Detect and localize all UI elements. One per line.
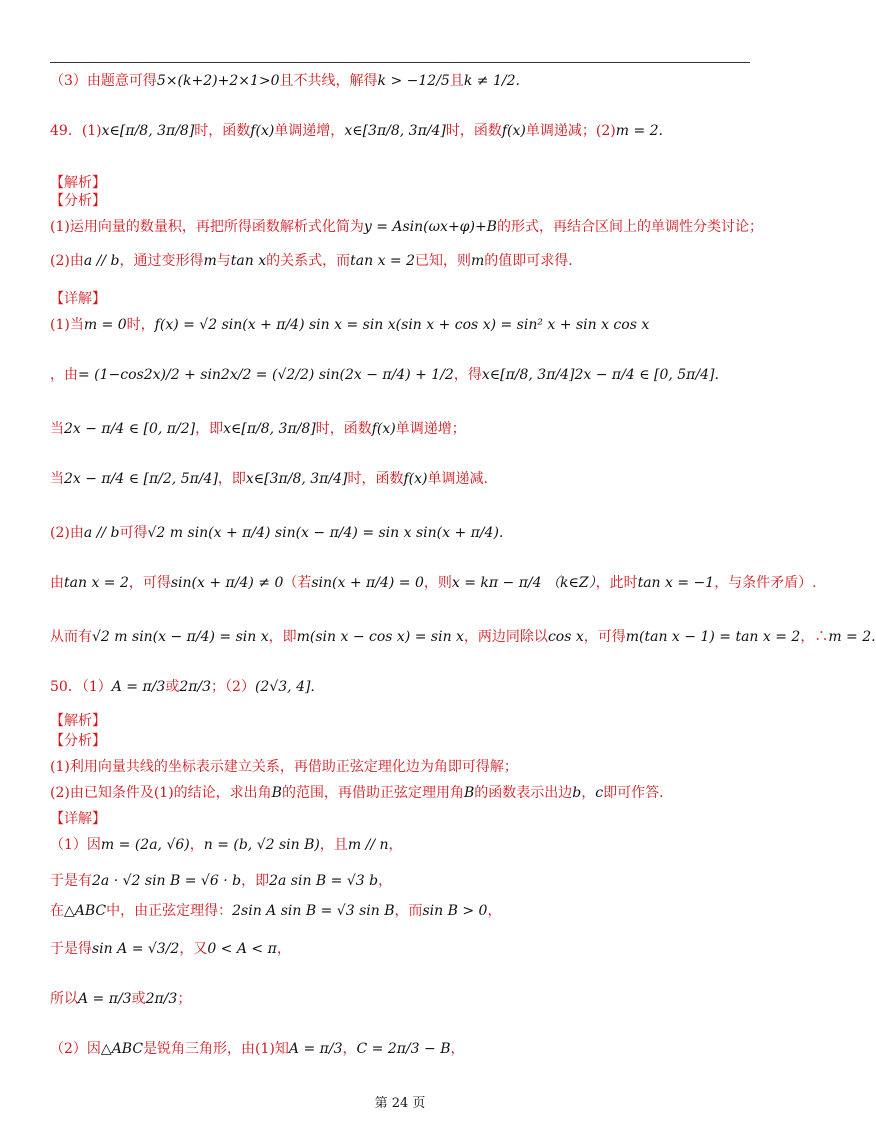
text-line <box>50 574 817 592</box>
text-line <box>50 628 876 646</box>
math-run: 2a sin B = √3 b <box>269 873 379 889</box>
text-line <box>50 940 750 958</box>
header-rule <box>50 62 750 63</box>
text-run: （2）因 <box>50 1041 101 1057</box>
text-run: 且不共线，解得 <box>279 73 378 89</box>
text-run: (1)当 <box>50 317 84 333</box>
math-run: 2π/3 <box>145 991 178 1007</box>
text-run: 是锐角三角形，由(1)知 <box>143 1041 289 1057</box>
math-run: x∈[3π/8, 3π/4] <box>245 471 348 487</box>
text-line <box>50 758 750 776</box>
math-run: A = π/3 <box>78 991 132 1007</box>
text-run: ，而 <box>394 903 423 919</box>
math-run: tan x <box>230 253 267 269</box>
text-line <box>50 174 750 192</box>
text-line <box>50 252 750 270</box>
text-line <box>50 122 750 140</box>
text-line <box>50 902 750 920</box>
text-line <box>50 1040 750 1058</box>
text-run: (2)由 <box>50 253 84 269</box>
math-run: m(tan x − 1) = tan x = 2 <box>625 629 801 645</box>
math-run: m <box>203 253 217 269</box>
math-run: x∈[π/8, 3π/4] <box>481 367 575 383</box>
text-run: ， <box>276 941 291 957</box>
math-run: A = π/3 <box>288 1041 343 1057</box>
math-run: k > −12/5 <box>377 73 450 89</box>
text-line <box>50 990 750 1008</box>
text-line <box>50 420 750 438</box>
math-run: y = Asin(ωx+φ)+B <box>363 219 497 235</box>
text-run: ，由 <box>50 367 78 383</box>
text-line <box>50 836 750 854</box>
math-run: √2 m sin(x + π/4) sin(x − π/4) = sin x sin(x + π/4). <box>147 525 504 541</box>
text-run: 于是有 <box>50 873 92 889</box>
text-run: 从而有 <box>50 629 92 645</box>
text-run: （若 <box>283 575 312 591</box>
text-run: 在 <box>50 903 64 919</box>
math-run: 5×(k+2)+2×1>0 <box>156 73 280 89</box>
text-run: 的值即可求得. <box>484 253 573 269</box>
math-run: = (1−cos2x)/2 + sin2x/2 = (√2/2) sin(2x − π/4) + 1/2 <box>78 367 454 383</box>
math-run: 0 < A < π <box>207 941 277 957</box>
math-run: m // n <box>347 837 389 853</box>
math-run: sin(x + π/4) = 0 <box>311 575 424 591</box>
text-run: 与 <box>216 253 231 269</box>
text-run: 时，函数 <box>347 471 404 487</box>
text-line <box>50 678 750 696</box>
math-run: (2√3, 4]. <box>254 679 315 695</box>
text-line <box>50 712 750 730</box>
text-run: ， <box>487 903 502 919</box>
math-run: f(x) <box>403 471 428 487</box>
text-run: ， <box>450 1041 465 1057</box>
text-line <box>50 470 750 488</box>
text-run: 50．（1） <box>50 679 112 695</box>
math-run: f(x) <box>371 421 396 437</box>
text-run: 由 <box>50 575 64 591</box>
text-line <box>50 366 750 384</box>
math-run: a // b <box>83 525 120 541</box>
text-run: 当 <box>50 421 64 437</box>
math-run: m = (2a, √6) <box>100 837 190 853</box>
math-run: cos x <box>547 629 584 645</box>
text-run: (1)运用向量的数量积，再把所得函数解析式化简为 <box>50 219 364 235</box>
math-run: B <box>271 785 282 801</box>
math-run: k ≠ 1/2. <box>463 73 520 89</box>
math-run: 2x − π/4 ∈ [0, π/2] <box>64 421 196 437</box>
text-line <box>50 872 750 890</box>
text-run: ， <box>189 837 204 853</box>
text-run: 的函数表示出边 <box>474 785 573 801</box>
text-run: 时，函数 <box>194 123 251 139</box>
math-run: 2sin A sin B = √3 sin B <box>232 903 395 919</box>
text-line <box>50 732 750 750</box>
text-run: ，即 <box>241 873 270 889</box>
text-run: 单调递增； <box>395 421 466 437</box>
text-run: ，则 <box>423 575 452 591</box>
text-run: 时，函数 <box>445 123 502 139</box>
text-run: 即可作答. <box>603 785 664 801</box>
math-run: C = 2π/3 − B <box>356 1041 451 1057</box>
math-run: tan x = −1 <box>637 575 715 591</box>
text-run: ，且 <box>319 837 348 853</box>
math-run: △ABC <box>100 1041 144 1057</box>
math-run: m = 0 <box>83 317 127 333</box>
text-run: 单调递减. <box>427 471 488 487</box>
math-run: tan x = 2 <box>350 253 415 269</box>
text-line <box>50 810 750 828</box>
text-run: 【详解】 <box>50 291 106 307</box>
text-run: 或 <box>131 991 146 1007</box>
text-run: ，两边同除以 <box>463 629 548 645</box>
math-run: x = kπ − π/4 （k∈Z） <box>451 575 596 591</box>
math-run: m = 2. <box>828 629 876 645</box>
text-line <box>50 316 750 334</box>
text-run: (2)由已知条件及(1)的结论，求出角 <box>50 785 272 801</box>
text-run: ，∴ <box>800 629 829 645</box>
text-run: 当 <box>50 471 64 487</box>
text-run: 于是得 <box>50 941 92 957</box>
text-run: ，又 <box>179 941 208 957</box>
math-run: tan x = 2 <box>64 575 129 591</box>
math-run: A = π/3 <box>111 679 166 695</box>
text-run: 且 <box>449 73 464 89</box>
math-run: x∈[π/8, 3π/8] <box>101 123 195 139</box>
text-run: 【详解】 <box>50 811 106 827</box>
math-run: √2 m sin(x − π/4) = sin x <box>92 629 269 645</box>
math-run: 2x − π/4 ∈ [π/2, 5π/4] <box>64 471 218 487</box>
text-line <box>50 290 750 308</box>
text-run: 【分析】 <box>50 733 106 749</box>
text-run: ， <box>581 785 596 801</box>
text-run: 中，由正弦定理得： <box>106 903 233 919</box>
text-run: 【解析】 <box>50 175 106 191</box>
text-run: （3）由题意可得 <box>50 73 157 89</box>
text-run: ， <box>388 837 403 853</box>
text-run: ， <box>342 1041 357 1057</box>
math-run: b <box>572 785 582 801</box>
math-run: f(x) <box>501 123 526 139</box>
text-run: ，得 <box>453 367 482 383</box>
text-run: 【分析】 <box>50 193 106 209</box>
text-run: (2)由 <box>50 525 84 541</box>
text-run: ，即 <box>195 421 224 437</box>
text-run: 时， <box>126 317 155 333</box>
text-run: 单调递增， <box>274 123 345 139</box>
math-run: m <box>471 253 485 269</box>
text-line <box>50 784 750 802</box>
text-run: (1)利用向量共线的坐标表示建立关系，再借助正弦定理化边为角即可得解； <box>50 759 518 775</box>
text-line <box>50 192 750 210</box>
text-line <box>50 72 750 90</box>
math-run: n = (b, √2 sin B) <box>203 837 320 853</box>
text-run: ，通过变形得 <box>119 253 204 269</box>
math-run: 2x − π/4 ∈ [0, 5π/4]. <box>574 367 719 383</box>
math-run: sin B > 0 <box>422 903 488 919</box>
text-run: 49．(1) <box>50 123 102 139</box>
page-footer: 第 24 页 <box>374 1096 426 1111</box>
text-run: （1）因 <box>50 837 101 853</box>
text-run: 的范围，再借助正弦定理用角 <box>281 785 464 801</box>
math-run: f(x) = √2 sin(x + π/4) sin x = sin x(sin x + cos x) = sin² x + sin x cos x <box>154 317 650 333</box>
text-run: 的形式，再结合区间上的单调性分类讨论； <box>496 219 763 235</box>
text-run: 已知，则 <box>415 253 471 269</box>
math-run: a // b <box>83 253 120 269</box>
math-run: sin A = √3/2 <box>92 941 180 957</box>
math-run: x∈[π/8, 3π/8] <box>223 421 316 437</box>
text-run: 或 <box>165 679 180 695</box>
math-run: B <box>463 785 475 801</box>
math-run: x∈[3π/8, 3π/4] <box>344 123 446 139</box>
text-run: ，可得 <box>583 629 626 645</box>
math-run: △ABC <box>64 903 107 919</box>
text-line <box>50 524 750 542</box>
text-run: 所以 <box>50 991 78 1007</box>
text-run: ，即 <box>217 471 246 487</box>
text-run: 的关系式，而 <box>266 253 351 269</box>
text-run: ，可得 <box>128 575 171 591</box>
math-run: c <box>595 785 604 801</box>
text-run: ， <box>378 873 393 889</box>
math-run: m(sin x − cos x) = sin x <box>296 629 464 645</box>
text-run: ，即 <box>268 629 297 645</box>
text-run: 单调递减；(2) <box>525 123 616 139</box>
math-run: sin(x + π/4) ≠ 0 <box>170 575 284 591</box>
math-run: 2a · √2 sin B = √6 · b <box>92 873 242 889</box>
text-run: 【解析】 <box>50 713 106 729</box>
text-run: ；（2） <box>211 679 255 695</box>
math-run: f(x) <box>250 123 275 139</box>
math-run: 2π/3 <box>179 679 212 695</box>
text-run: 时，函数 <box>315 421 372 437</box>
text-run: ，与条件矛盾）. <box>714 575 817 591</box>
text-line <box>50 218 763 236</box>
text-run: ，此时 <box>595 575 638 591</box>
text-run: 可得 <box>119 525 148 541</box>
text-run: ； <box>177 991 192 1007</box>
math-run: m = 2. <box>615 123 663 139</box>
